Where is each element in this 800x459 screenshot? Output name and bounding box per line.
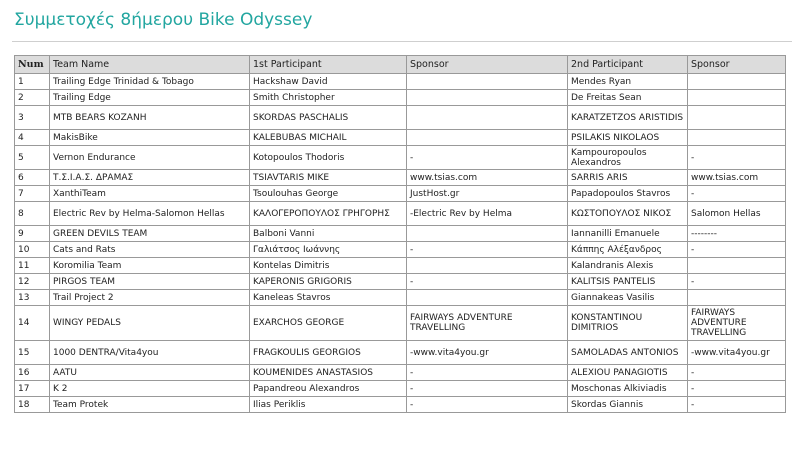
table-row	[15, 397, 786, 413]
cell-2nd-participant: ALEXIOU PANAGIOTIS	[568, 365, 688, 381]
cell-num: 11	[15, 258, 50, 274]
cell-2nd-participant: Skordas Giannis	[568, 397, 688, 413]
cell-sponsor-2: -	[688, 381, 786, 397]
cell-num: 7	[15, 186, 50, 202]
table-row	[15, 226, 786, 242]
table-row	[15, 341, 786, 365]
cell-num: 5	[15, 146, 50, 170]
column-header-team-name: Team Name	[50, 56, 250, 74]
cell-1st-participant: SKORDAS PASCHALIS	[250, 106, 407, 130]
cell-num: 9	[15, 226, 50, 242]
cell-team-name: Cats and Rats	[50, 242, 250, 258]
cell-sponsor-1	[407, 106, 568, 130]
table-row	[15, 274, 786, 290]
cell-num: 13	[15, 290, 50, 306]
participants-table	[14, 55, 786, 413]
cell-num: 2	[15, 90, 50, 106]
cell-sponsor-2: Salomon Hellas	[688, 202, 786, 226]
cell-2nd-participant: KONSTANTINOU DIMITRIOS	[568, 306, 688, 341]
cell-team-name: Trailing Edge Trinidad & Tobago	[50, 74, 250, 90]
cell-1st-participant: Ilias Periklis	[250, 397, 407, 413]
cell-num: 8	[15, 202, 50, 226]
table-row	[15, 170, 786, 186]
cell-num: 17	[15, 381, 50, 397]
column-header-2nd-participant: 2nd Participant	[568, 56, 688, 74]
cell-sponsor-2: -	[688, 186, 786, 202]
cell-num: 6	[15, 170, 50, 186]
cell-sponsor-1	[407, 130, 568, 146]
cell-1st-participant: KALEBUBAS MICHAIL	[250, 130, 407, 146]
cell-num: 18	[15, 397, 50, 413]
cell-num: 10	[15, 242, 50, 258]
cell-2nd-participant: Κάππης Αλέξανδρος	[568, 242, 688, 258]
table-row	[15, 306, 786, 341]
cell-sponsor-2: -www.vita4you.gr	[688, 341, 786, 365]
cell-sponsor-1: -	[407, 397, 568, 413]
cell-sponsor-2: --------	[688, 226, 786, 242]
table-header-row	[15, 56, 786, 74]
cell-team-name: Team Protek	[50, 397, 250, 413]
cell-1st-participant: ΚΑΛΟΓΕΡΟΠΟΥΛΟΣ ΓΡΗΓΟΡΗΣ	[250, 202, 407, 226]
table-row	[15, 242, 786, 258]
table-row	[15, 186, 786, 202]
cell-1st-participant: Hackshaw David	[250, 74, 407, 90]
cell-1st-participant: Kotopoulos Thodoris	[250, 146, 407, 170]
table-body	[15, 74, 786, 413]
cell-2nd-participant: PSILAKIS NIKOLAOS	[568, 130, 688, 146]
column-header-num: Num	[15, 56, 50, 74]
cell-1st-participant: Kaneleas Stavros	[250, 290, 407, 306]
cell-sponsor-2	[688, 258, 786, 274]
cell-2nd-participant: De Freitas Sean	[568, 90, 688, 106]
cell-1st-participant: Γαλιάτσος Ιωάννης	[250, 242, 407, 258]
cell-team-name: PIRGOS TEAM	[50, 274, 250, 290]
cell-sponsor-1	[407, 258, 568, 274]
cell-2nd-participant: Papadopoulos Stavros	[568, 186, 688, 202]
table-row	[15, 258, 786, 274]
cell-num: 4	[15, 130, 50, 146]
table-row	[15, 202, 786, 226]
cell-sponsor-1: JustHost.gr	[407, 186, 568, 202]
cell-num: 15	[15, 341, 50, 365]
column-header-sponsor-1: Sponsor	[407, 56, 568, 74]
page-title: Συμμετοχές 8ήμερου Bike Odyssey	[14, 10, 313, 30]
cell-2nd-participant: SAMOLADAS ANTONIOS	[568, 341, 688, 365]
cell-2nd-participant: KARATZETZOS ARISTIDIS	[568, 106, 688, 130]
cell-sponsor-2: -	[688, 242, 786, 258]
cell-1st-participant: TSIAVTARIS MIKE	[250, 170, 407, 186]
cell-2nd-participant: Kampouropoulos Alexandros	[568, 146, 688, 170]
cell-team-name: MakisBike	[50, 130, 250, 146]
cell-1st-participant: Kontelas Dimitris	[250, 258, 407, 274]
cell-1st-participant: Balboni Vanni	[250, 226, 407, 242]
cell-sponsor-2	[688, 90, 786, 106]
table-row	[15, 381, 786, 397]
cell-sponsor-2: -	[688, 274, 786, 290]
cell-2nd-participant: Moschonas Alkiviadis	[568, 381, 688, 397]
cell-team-name: Τ.Σ.Ι.Α.Σ. ΔΡΑΜΑΣ	[50, 170, 250, 186]
cell-sponsor-2	[688, 290, 786, 306]
cell-2nd-participant: SARRIS ARIS	[568, 170, 688, 186]
cell-team-name: GREEN DEVILS TEAM	[50, 226, 250, 242]
cell-sponsor-2: www.tsias.com	[688, 170, 786, 186]
cell-team-name: AATU	[50, 365, 250, 381]
cell-sponsor-1	[407, 74, 568, 90]
table-row	[15, 106, 786, 130]
cell-sponsor-1: -	[407, 381, 568, 397]
cell-team-name: 1000 DENTRA/Vita4you	[50, 341, 250, 365]
column-header-sponsor-2: Sponsor	[688, 56, 786, 74]
column-header-1st-participant: 1st Participant	[250, 56, 407, 74]
table-row	[15, 146, 786, 170]
cell-num: 14	[15, 306, 50, 341]
cell-team-name: Koromilia Team	[50, 258, 250, 274]
cell-team-name: Trail Project 2	[50, 290, 250, 306]
table-row	[15, 290, 786, 306]
cell-2nd-participant: KALITSIS PANTELIS	[568, 274, 688, 290]
table-row	[15, 90, 786, 106]
cell-1st-participant: KAPERONIS GRIGORIS	[250, 274, 407, 290]
cell-sponsor-2: -	[688, 397, 786, 413]
cell-1st-participant: Tsoulouhas George	[250, 186, 407, 202]
cell-1st-participant: EXARCHOS GEORGE	[250, 306, 407, 341]
title-divider	[12, 41, 792, 42]
cell-sponsor-1: FAIRWAYS ADVENTURE TRAVELLING	[407, 306, 568, 341]
cell-sponsor-2: -	[688, 146, 786, 170]
cell-team-name: K 2	[50, 381, 250, 397]
cell-team-name: XanthiTeam	[50, 186, 250, 202]
table-row	[15, 130, 786, 146]
cell-sponsor-2: FAIRWAYS ADVENTURE TRAVELLING	[688, 306, 786, 341]
cell-sponsor-2: -	[688, 365, 786, 381]
cell-1st-participant: FRAGKOULIS GEORGIOS	[250, 341, 407, 365]
cell-team-name: WINGY PEDALS	[50, 306, 250, 341]
cell-1st-participant: KOUMENIDES ANASTASIOS	[250, 365, 407, 381]
cell-team-name: MTB BEARS KOZANH	[50, 106, 250, 130]
cell-num: 1	[15, 74, 50, 90]
cell-1st-participant: Smith Christopher	[250, 90, 407, 106]
cell-sponsor-2	[688, 74, 786, 90]
cell-team-name: Trailing Edge	[50, 90, 250, 106]
cell-team-name: Electric Rev by Helma-Salomon Hellas	[50, 202, 250, 226]
table-row	[15, 74, 786, 90]
cell-sponsor-1: -	[407, 365, 568, 381]
cell-num: 12	[15, 274, 50, 290]
cell-sponsor-1: -	[407, 274, 568, 290]
table-row	[15, 365, 786, 381]
cell-team-name: Vernon Endurance	[50, 146, 250, 170]
cell-sponsor-1: -www.vita4you.gr	[407, 341, 568, 365]
cell-sponsor-1: -	[407, 242, 568, 258]
cell-num: 3	[15, 106, 50, 130]
cell-2nd-participant: ΚΩΣΤΟΠΟΥΛΟΣ ΝΙΚΟΣ	[568, 202, 688, 226]
cell-sponsor-1	[407, 90, 568, 106]
cell-sponsor-2	[688, 106, 786, 130]
cell-2nd-participant: Kalandranis Alexis	[568, 258, 688, 274]
cell-sponsor-2	[688, 130, 786, 146]
cell-sponsor-1: -	[407, 146, 568, 170]
cell-sponsor-1	[407, 226, 568, 242]
cell-2nd-participant: Mendes Ryan	[568, 74, 688, 90]
cell-1st-participant: Papandreou Alexandros	[250, 381, 407, 397]
cell-2nd-participant: Giannakeas Vasilis	[568, 290, 688, 306]
cell-2nd-participant: Iannanilli Emanuele	[568, 226, 688, 242]
cell-sponsor-1: www.tsias.com	[407, 170, 568, 186]
cell-sponsor-1: -Electric Rev by Helma	[407, 202, 568, 226]
cell-num: 16	[15, 365, 50, 381]
cell-sponsor-1	[407, 290, 568, 306]
